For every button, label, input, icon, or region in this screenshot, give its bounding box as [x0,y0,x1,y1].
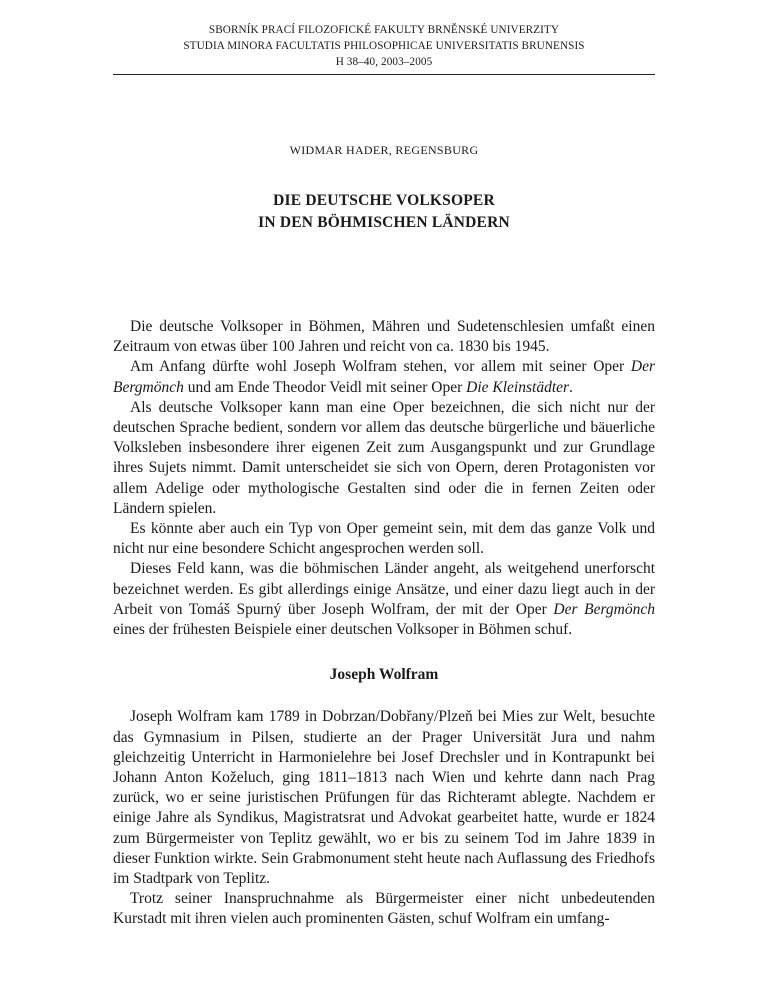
journal-header-line-2: STUDIA MINORA FACULTATIS PHILOSOPHICAE UNIVERSITATIS BRUNENSIS [183,40,585,52]
paragraph-4: Es könnte aber auch ein Typ von Oper gemeint sein, mit dem das ganze Volk und nicht nur eine besondere Schicht angesprochen werden soll. [113,520,655,558]
journal-header-line-1: SBORNÍK PRACÍ FILOZOFICKÉ FAKULTY BRNĚNSKÉ UNIVERZITY [208,24,560,36]
article-title [0,190,768,234]
section-heading: Joseph Wolfram [329,666,439,684]
article-title-line-1: DIE DEUTSCHE VOLKSOPER [273,192,495,209]
opera-title: Der Bergmönch [113,358,655,396]
article-title-line-2: IN DEN BÖHMISCHEN LÄNDERN [258,214,510,231]
paragraph-5: Dieses Feld kann, was die böhmischen Länder angeht, als weitgehend unerforscht bezeichnet werden. Es gibt allerdings einige Ansätze, und einer dazu liegt auch in der Arbeit von Tomáš Spurný über Joseph Wolfram, der mit der Oper Der Bergmönch eines der frühesten Beispiele einer deutschen Volksoper in Böhmen schuf. [113,560,655,639]
paragraph-2: Am Anfang dürfte wohl Joseph Wolfram stehen, vor allem mit seiner Oper Der Bergmönch und am Ende Theodor Veidl mit seiner Oper Die Kleinstädter. [113,358,655,396]
paragraph-7: Trotz seiner Inanspruchnahme als Bürgermeister einer nicht unbedeutenden Kurstadt mit ihren vielen auch prominenten Gästen, schuf Wolfram ein umfang- [113,890,655,928]
header-rule [113,74,655,75]
author-line: WIDMAR HADER, REGENSBURG [289,143,479,157]
journal-header [0,22,768,70]
opera-title: Der Bergmönch [553,600,655,618]
paragraph-1: Die deutsche Volksoper in Böhmen, Mähren und Sudetenschlesien umfaßt einen Zeitraum von etwas über 100 Jahren und reicht von ca. 1830 bis 1945. [113,318,655,356]
journal-header-line-3: H 38–40, 2003–2005 [335,56,433,68]
paragraph-3: Als deutsche Volksoper kann man eine Oper bezeichnen, die sich nicht nur der deutschen Sprache bedient, sondern vor allem das deutsche bürgerliche und bäuerliche Volksleben insbesondere ihrer eigenen Zeit zum Ausgangspunkt und zur Grundlage ihres Sujets nimmt. Damit unterscheidet sie sich von Opern, deren Protagonisten vor allem Adelige oder mythologische Gestalten sind oder die in fernen Zeiten oder Ländern spielen. [113,398,655,517]
paragraph-6: Joseph Wolfram kam 1789 in Dobrzan/Dobřany/Plzeň bei Mies zur Welt, besuchte das Gymnasium in Pilsen, studierte an der Prager Universität Jura und nahm gleichzeitig Unterricht in Harmonielehre bei Josef Drechsler und in Kontrapunkt bei Johann Anton Koželuch, ging 1811–1813 nach Wien und kehrte dann nach Prag zurück, wo er seine juristischen Prüfungen für das Richteramt ablegte. Nachdem er einige Jahre als Syndikus, Magistratsrat und Advokat gearbeitet hatte, wurde er 1824 zum Bürgermeister von Teplitz gewählt, wo er bis zu seinem Tod im Jahre 1839 in dieser Funktion wirkte. Sein Grabmonument steht heute nach Auflassung des Friedhofs im Stadtpark von Teplitz. [113,708,655,888]
article-body [113,317,655,930]
opera-title: Die Kleinstädter [466,378,570,396]
